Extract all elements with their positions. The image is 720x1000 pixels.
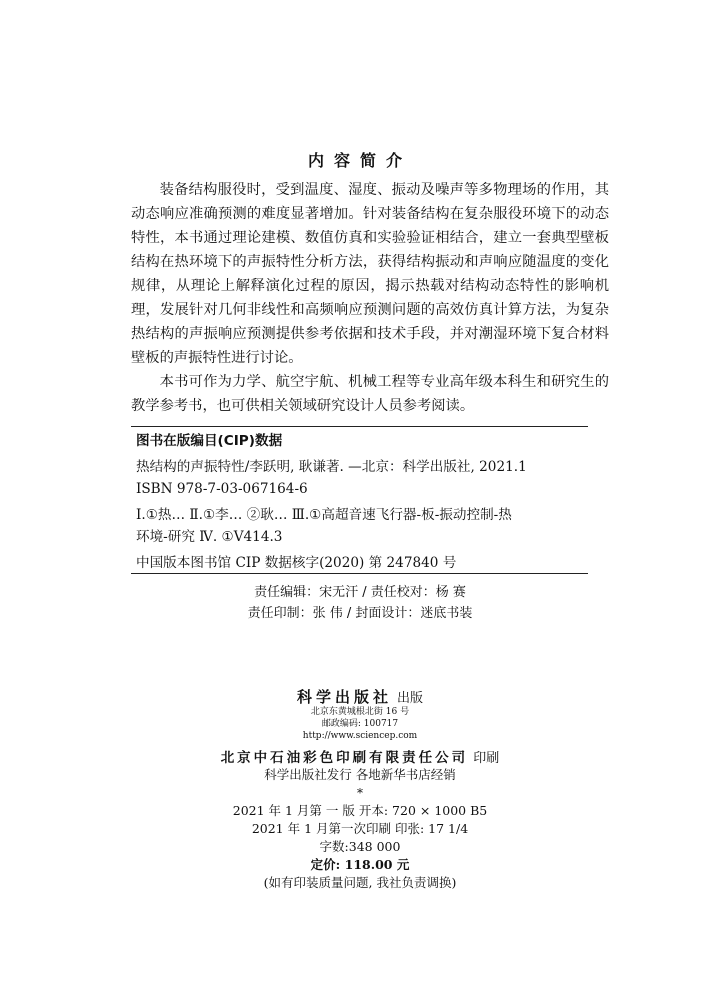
cip-isbn: ISBN 978-7-03-067164-6	[136, 481, 308, 497]
quality-notice: (如有印装质量问题, 我社负责调换)	[263, 875, 457, 890]
word-count: 字数:348 000	[319, 839, 401, 854]
staff-line-production: 责任印制：张 伟 / 封面设计：迷底书装	[247, 606, 473, 621]
printer-suffix: 印刷	[473, 751, 500, 766]
separator-star: *	[357, 786, 363, 800]
abstract-body	[131, 178, 609, 418]
cip-classification-1: Ⅰ.①热… Ⅱ.①李… ②耿… Ⅲ.①高超音速飞行器-板-振动控制-热	[136, 507, 512, 523]
publisher-website: http://www.sciencep.com	[302, 731, 418, 741]
cip-record-number: 中国版本图书馆 CIP 数据核字(2020) 第 247840 号	[136, 555, 457, 571]
publisher-line	[0, 686, 720, 707]
printing-line: 2021 年 1 月第一次印刷 印张: 17 1/4	[251, 821, 469, 836]
distribution-line: 科学出版社发行 各地新华书店经销	[264, 767, 456, 782]
abstract-paragraph-2: 本书可作为力学、航空宇航、机械工程等专业高年级本科生和研究生的教学参考书，也可供相关领域研究设计人员参考阅读。	[131, 374, 609, 414]
abstract-paragraph-1: 装备结构服役时，受到温度、湿度、振动及噪声等多物理场的作用，其动态响应准确预测的难度显著增加。针对装备结构在复杂服役环境下的动态特性，本书通过理论建模、数值仿真和实验验证相结合，建立一套典型壁板结构在热环境下的声振特性分析方法，获得结构振动和声响应随温度的变化规律，从理论上解释演化过程的原因，揭示热载对结构动态特性的影响机理，发展针对几何非线性和高频响应预测问题的高效仿真计算方法，为复杂热结构的声振响应预测提供参考依据和技术手段，并对潮湿环境下复合材料壁板的声振特性进行讨论。	[131, 182, 609, 366]
staff-line-editors: 责任编辑：宋无汗 / 责任校对：杨 赛	[254, 585, 466, 600]
cip-classification-2: 环境-研究 Ⅳ. ①V414.3	[136, 529, 283, 545]
cip-block	[136, 430, 586, 574]
abstract-title: 内容简介	[307, 151, 412, 170]
publisher-name: 科学出版社	[296, 688, 392, 706]
edition-line: 2021 年 1 月第 一 版 开本: 720 × 1000 B5	[232, 803, 488, 818]
cip-heading: 图书在版编目(CIP)数据	[136, 433, 283, 449]
publisher-suffix: 出版	[397, 691, 424, 706]
printer-line	[0, 746, 720, 766]
publisher-postcode: 邮政编码: 100717	[321, 719, 399, 729]
cip-title-line: 热结构的声振特性/李跃明, 耿谦著. —北京：科学出版社, 2021.1	[136, 459, 527, 475]
publisher-address: 北京东黄城根北街 16 号	[310, 707, 410, 717]
printer-name: 北京中石油彩色印刷有限责任公司	[220, 750, 469, 766]
cip-top-rule	[131, 426, 588, 427]
price: 定价: 118.00 元	[310, 857, 410, 872]
cip-bottom-rule	[131, 573, 588, 574]
